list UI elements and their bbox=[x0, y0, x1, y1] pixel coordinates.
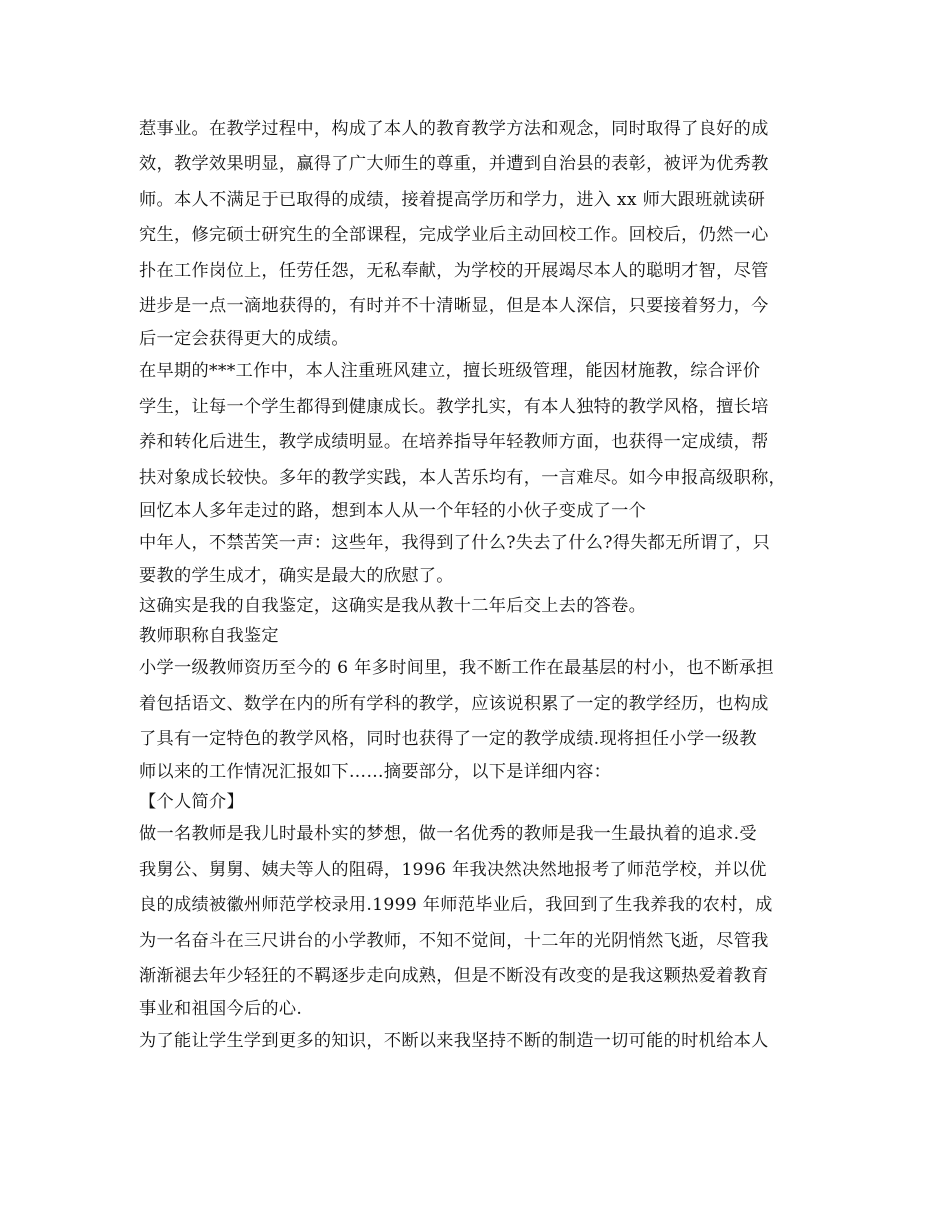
text-line: 学生，让每一个学生都得到健康成长。教学扎实，有本人独特的教学风格，擅长培 bbox=[139, 396, 769, 417]
section-heading: 【个人简介】 bbox=[139, 792, 244, 813]
text-line: 中年人，不禁苦笑一声：这些年，我得到了什么?失去了什么?得失都无所谓了，只 bbox=[139, 532, 771, 553]
text-line: 养和转化后进生，教学成绩明显。在培养指导年轻教师方面，也获得一定成绩，帮 bbox=[139, 432, 769, 453]
section-heading: 教师职称自我鉴定 bbox=[139, 626, 279, 647]
text-line: 究生，修完硕士研究生的全部课程，完成学业后主动回校工作。回校后，仍然一心 bbox=[139, 225, 769, 246]
text-line: 扑在工作岗位上，任劳任怨，无私奉献，为学校的开展竭尽本人的聪明才智，尽管 bbox=[139, 260, 769, 281]
text-line: 渐渐褪去年少轻狂的不羁逐步走向成熟，但是不断没有改变的是我这颗热爱着教育 bbox=[139, 966, 769, 987]
text-line: 事业和祖国今后的心. bbox=[139, 999, 303, 1020]
text-line: 效，教学效果明显，赢得了广大师生的尊重，并遭到自治县的表彰，被评为优秀教 bbox=[139, 154, 769, 175]
text-line: 回忆本人多年走过的路，想到本人从一个年轻的小伙子变成了一个 bbox=[139, 500, 647, 521]
text-line: 着包括语文、数学在内的所有学科的教学，应该说积累了一定的教学经历，也构成 bbox=[139, 693, 769, 714]
text-line: 惹事业。在教学过程中，构成了本人的教育教学方法和观念，同时取得了良好的成 bbox=[139, 119, 769, 139]
text-line: 为了能让学生学到更多的知识，不断以来我坚持不断的制造一切可能的时机给本人 bbox=[139, 1031, 769, 1052]
text-line: 扶对象成长较快。多年的教学实践，本人苦乐均有，一言难尽。如今申报高级职称， bbox=[139, 467, 787, 488]
text-line: 小学一级教师资历至今的 6 年多时间里，我不断工作在最基层的村小，也不断承担 bbox=[139, 658, 774, 679]
text-line: 在早期的***工作中，本人注重班风建立，擅长班级管理，能因材施教，综合评价 bbox=[139, 361, 761, 382]
document-page bbox=[139, 112, 829, 1060]
text-line: 为一名奋斗在三尺讲台的小学教师，不知不觉间，十二年的光阴悄然飞逝，尽管我 bbox=[139, 930, 769, 951]
text-line: 做一名教师是我儿时最朴实的梦想，做一名优秀的教师是我一生最执着的追求.受 bbox=[139, 824, 757, 845]
text-line: 后一定会获得更大的成绩。 bbox=[139, 329, 349, 350]
text-line: 这确实是我的自我鉴定，这确实是我从教十二年后交上去的答卷。 bbox=[139, 596, 647, 617]
text-line: 进步是一点一滴地获得的，有时并不十清晰显，但是本人深信，只要接着努力，今 bbox=[139, 295, 769, 316]
text-line: 师。本人不满足于已取得的成绩，接着提高学历和学力，进入 xx 师大跟班就读研 bbox=[139, 189, 766, 210]
text-line: 我舅公、舅舅、姨夫等人的阻碍，1996 年我决然决然地报考了师范学校，并以优 bbox=[139, 859, 767, 880]
text-line: 师以来的工作情况汇报如下……摘要部分，以下是详细内容： bbox=[139, 762, 612, 783]
text-line: 要教的学生成才，确实是最大的欣慰了。 bbox=[139, 566, 454, 587]
text-line: 了具有一定特色的教学风格，同时也获得了一定的教学成绩.现将担任小学一级教 bbox=[139, 729, 757, 750]
text-line: 良的成绩被徽州师范学校录用.1999 年师范毕业后，我回到了生我养我的农村，成 bbox=[139, 895, 773, 916]
